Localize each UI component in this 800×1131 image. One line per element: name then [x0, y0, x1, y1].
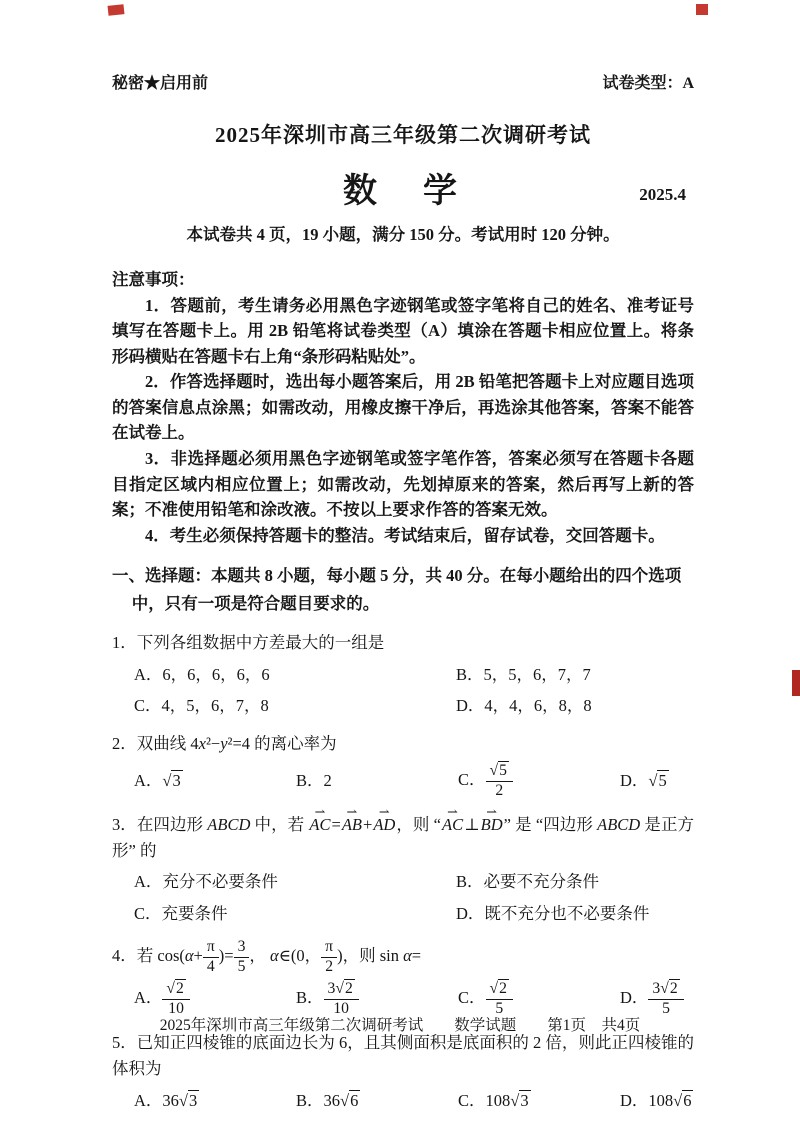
question-5-option-d: D．108√6 — [620, 1090, 692, 1110]
question-1-option-a: A．6，6，6，6，6 — [134, 664, 270, 684]
question-2-stem: 2．双曲线 4x²−y²=4 的离心率为 — [112, 734, 337, 754]
question-5 — [112, 1030, 694, 1114]
question-1-option-b: B．5，5，6，7，7 — [456, 664, 591, 684]
question-1-option-c: C．4，5，6，7，8 — [134, 696, 269, 716]
notice-item-4: 4．考生必须保持答题卡的整洁。考试结束后，留存试卷，交回答题卡。 — [145, 525, 665, 545]
question-1-options-row-2 — [112, 693, 694, 719]
question-1-stem: 1．下列各组数据中方差最大的一组是 — [112, 633, 385, 653]
question-1-options-row-1 — [112, 662, 694, 688]
question-2-options — [112, 763, 694, 800]
notice-section — [112, 267, 694, 548]
subject-title: 数 学 — [343, 173, 463, 210]
question-4-option-a: A． $\frac{√2}{10}$ — [134, 981, 296, 1018]
question-5-option-a: A．36√3 — [134, 1090, 198, 1110]
question-4-option-c: C． $\frac{√2}{5}$ — [458, 981, 620, 1018]
question-1 — [112, 630, 694, 719]
question-3-options-row-2 — [112, 901, 694, 927]
notice-title: 注意事项： — [112, 270, 195, 289]
page-footer: 2025年深圳市高三年级第二次调研考试 数学试题 第1页 共4页 — [159, 1017, 641, 1034]
secrecy-label: 秘密★启用前 — [112, 75, 209, 92]
paper-type-label: 试卷类型：A — [602, 75, 694, 92]
exam-date: 2025.4 — [639, 185, 686, 204]
question-4-stem: 4．若 cos(α+ $\frac{\pi}{4}$ )= $\frac{3}{5}$ ， α∈(0， $\frac{\pi}{2}$ )，则 sin α= — [112, 938, 422, 976]
top-line — [112, 70, 694, 93]
question-4 — [112, 939, 694, 1018]
notice-item-1: 1．答题前，考生请务必用黑色字迹钢笔或签字笔将自己的姓名、准考证号填写在答题卡上。用 2B 铅笔将试卷类型（A）填涂在答题卡相应位置上。将条形码横贴在答题卡右上角“条形码粘贴处”。 — [112, 295, 694, 366]
question-2 — [112, 731, 694, 799]
question-3 — [112, 812, 694, 928]
question-2-option-d: D．√5 — [620, 771, 667, 791]
red-registration-mark-top-left — [108, 4, 125, 16]
question-5-option-b: B．36√6 — [296, 1090, 359, 1110]
section-one-heading: 一、选择题：本题共 8 小题，每小题 5 分，共 40 分。在每小题给出的四个选项中，只有一项是符合题目要求的。 — [112, 566, 682, 614]
question-2-option-c: C． $\frac{√5}{2}$ — [458, 763, 620, 800]
question-2-option-a: A．√3 — [134, 771, 181, 791]
question-5-option-c: C．108√3 — [458, 1090, 529, 1110]
notice-item-3: 3．非选择题必须用黑色字迹钢笔或签字笔作答，答案必须写在答题卡各题目指定区域内相应位置上；如需改动，先划掉原来的答案，然后再写上新的答案；不准使用铅笔和涂改液。不按以上要求作答的答案无效。 — [112, 448, 694, 520]
subject-row — [112, 163, 694, 211]
question-3-option-a: A．充分不必要条件 — [134, 872, 278, 892]
question-5-stem: 5．已知正四棱锥的底面边长为 6，且其侧面积是底面积的 2 倍，则此正四棱锥的体积为 — [112, 1032, 694, 1079]
question-3-option-c: C．充要条件 — [134, 903, 228, 923]
notice-item-2: 2．作答选择题时，选出每小题答案后，用 2B 铅笔把答题卡上对应题目选项的答案信息点涂黑；如需改动，用橡皮擦干净后，再选涂其他答案，答案不能答在试卷上。 — [112, 372, 694, 443]
question-3-stem: 3．在四边形 ABCD 中，若 ⇀ AC=⇀ AB+⇀ AD，则 “⇀ AC⊥⇀ BD” 是 “四边形 ABCD 是正方形” 的 — [112, 812, 694, 865]
question-4-option-b: B． $\frac{3√2}{10}$ — [296, 981, 458, 1018]
question-3-option-b: B．必要不充分条件 — [456, 872, 600, 892]
exam-title: 2025年深圳市高三年级第二次调研考试 — [215, 123, 591, 147]
red-registration-mark-top-right — [696, 4, 708, 15]
exam-info-line: 本试卷共 4 页，19 小题，满分 150 分。考试用时 120 分钟。 — [186, 225, 620, 244]
question-1-option-d: D．4，4，6，8，8 — [456, 696, 592, 716]
question-5-options — [112, 1088, 694, 1114]
red-registration-mark-right-edge — [792, 670, 800, 696]
question-3-options-row-1 — [112, 869, 694, 895]
question-4-option-d: D． $\frac{3√2}{5}$ — [620, 981, 684, 1018]
question-2-option-b: B．2 — [296, 771, 332, 791]
question-3-option-d: D．既不充分也不必要条件 — [456, 903, 650, 923]
